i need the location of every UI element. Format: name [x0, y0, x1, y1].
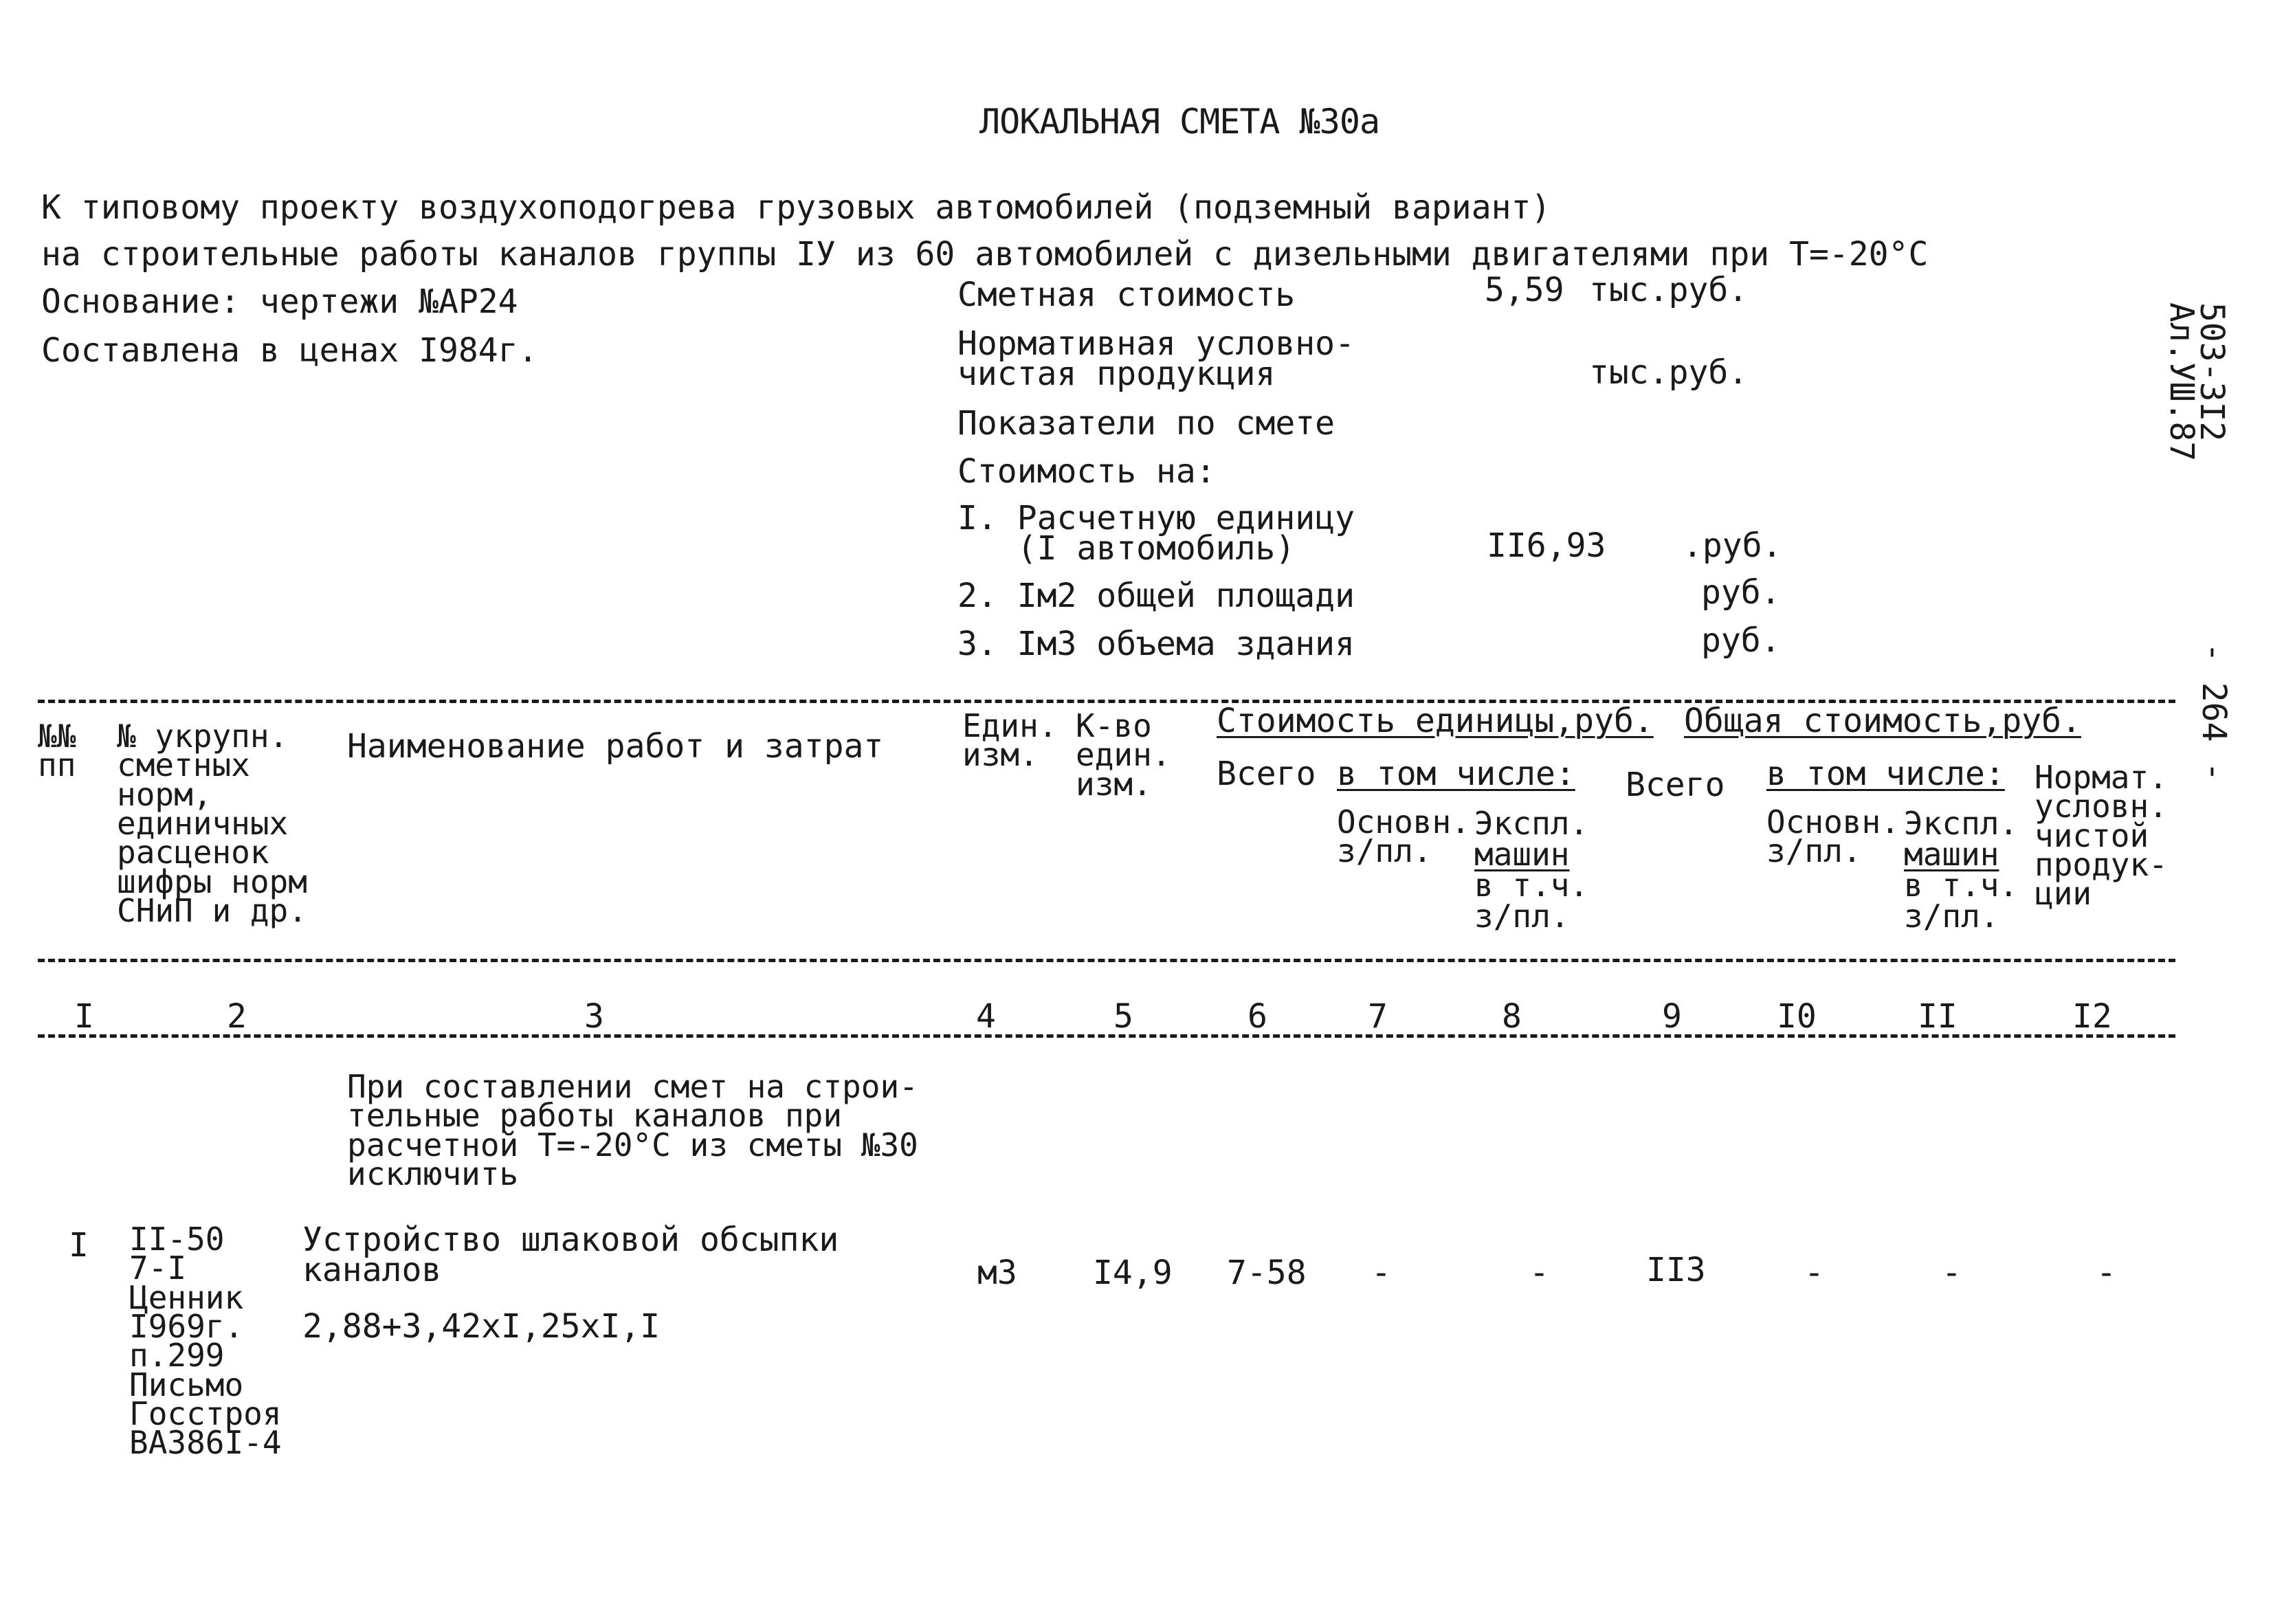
col-header-total-incl: в том числе:	[1766, 755, 2005, 793]
row-qty: I4,9	[1093, 1254, 1173, 1292]
row-unit-ekspl: -	[1529, 1254, 1549, 1292]
col-header-total-osn: Основн. з/пл.	[1766, 803, 1900, 870]
column-number-10: I0	[1777, 997, 1817, 1036]
document-title: ЛОКАЛЬНАЯ СМЕТА №30а	[979, 102, 1380, 142]
table-header-rule	[38, 959, 2175, 962]
summary-item2-label: 2. Iм2 общей площади	[957, 577, 1355, 615]
column-number-8: 8	[1502, 997, 1522, 1036]
header-prices: Составлена в ценах I984г.	[41, 331, 538, 370]
header-works-line: на строительные работы каналов группы IУ из 60 автомобилей с дизельными двигателями при Т=-20°С	[41, 235, 1929, 274]
col-header-unit-mashin: машин	[1474, 836, 1570, 873]
col-header-total-zpl: з/пл.	[1904, 898, 1999, 935]
col-header-number: №№ пп	[38, 718, 76, 784]
row-unit-total: 7-58	[1227, 1254, 1307, 1292]
summary-cost-value: 5,59	[1485, 271, 1564, 309]
row-total-osn: -	[1804, 1254, 1824, 1292]
header-project-line: К типовому проекту воздухоподогрева грузовых автомобилей (подземный вариант)	[41, 188, 1551, 227]
col-header-unit-total: Всего	[1217, 755, 1316, 793]
col-header-total-total: Всего	[1626, 766, 1725, 804]
column-number-7: 7	[1368, 997, 1388, 1036]
summary-item2-unit: руб.	[1701, 573, 1781, 612]
col-header-unit-cost: Стоимость единицы,руб.	[1217, 702, 1654, 740]
column-number-3: 3	[584, 997, 604, 1036]
summary-item3-label: 3. Iм3 объема здания	[957, 625, 1355, 663]
column-number-11: II	[1918, 997, 1958, 1036]
row-formula: 2,88+3,42xI,25xI,I	[302, 1307, 661, 1346]
row-total-ekspl: -	[1942, 1254, 1962, 1292]
row-total: II3	[1646, 1251, 1706, 1289]
col-header-unit-ekspl: Экспл.	[1474, 805, 1589, 842]
header-basis: Основание: чертежи №АР24	[41, 282, 518, 321]
margin-page-number: - 264 -	[2195, 643, 2233, 782]
summary-cost-per-label: Стоимость на:	[957, 452, 1216, 491]
column-number-4: 4	[976, 997, 996, 1036]
row-code: II-50 7-I Ценник I969г. п.299 Письмо Госстроя ВА386I-4	[129, 1221, 282, 1462]
col-header-total-ekspl: Экспл.	[1904, 805, 2019, 842]
column-number-6: 6	[1248, 997, 1267, 1036]
summary-item1-unit: .руб.	[1683, 526, 1782, 565]
row-unit: м3	[977, 1254, 1017, 1292]
col-header-total-mashin: машин	[1904, 836, 1999, 873]
column-number-2: 2	[227, 997, 247, 1036]
summary-indicators-label: Показатели по смете	[957, 404, 1335, 443]
column-number-12: I2	[2072, 997, 2112, 1036]
summary-item1-value: II6,93	[1487, 526, 1606, 565]
col-header-total-cost: Общая стоимость,руб.	[1684, 702, 2081, 740]
row-number: I	[69, 1226, 89, 1265]
summary-item3-unit: руб.	[1701, 621, 1781, 660]
col-header-qty: К-во един. изм.	[1076, 707, 1171, 803]
col-header-code: № укрупн. сметных норм, единичных расценок шифры норм СНиП и др.	[117, 718, 307, 929]
summary-norm-unit: тыс.руб.	[1589, 353, 1749, 392]
summary-cost-unit: тыс.руб.	[1589, 271, 1749, 309]
summary-item1-label: I. Расчетную единицу (I автомобиль)	[957, 499, 1355, 568]
col-header-unit-zpl: з/пл.	[1474, 898, 1570, 935]
margin-project-code: 503-3I2 Ал.УШ.87	[2162, 302, 2231, 462]
row-name: Устройство шлаковой обсыпки каналов	[302, 1221, 839, 1290]
column-number-1: I	[74, 997, 94, 1036]
table-note: При составлении смет на строи- тельные работы каналов при расчетной Т=-20°С из сметы №30 исключить	[347, 1068, 918, 1192]
col-header-unit-vtch: в т.ч.	[1474, 867, 1589, 904]
row-unit-osn: -	[1371, 1254, 1391, 1292]
row-total-norm: -	[2096, 1254, 2116, 1292]
column-number-9: 9	[1662, 997, 1682, 1036]
col-header-unit-osn: Основн. з/пл.	[1337, 803, 1470, 870]
table-colnum-rule	[38, 1034, 2175, 1038]
column-number-5: 5	[1113, 997, 1133, 1036]
summary-norm-label: Нормативная условно- чистая продукция	[957, 324, 1355, 394]
col-header-name: Наименование работ и затрат	[347, 727, 884, 766]
col-header-unit-incl: в том числе:	[1337, 755, 1575, 793]
col-header-total-vtch: в т.ч.	[1904, 867, 2019, 904]
summary-cost-label: Сметная стоимость	[957, 276, 1296, 314]
col-header-unit: Един. изм.	[962, 707, 1058, 774]
col-header-norm: Нормат. условн. чистой продук- ции	[2034, 759, 2168, 913]
